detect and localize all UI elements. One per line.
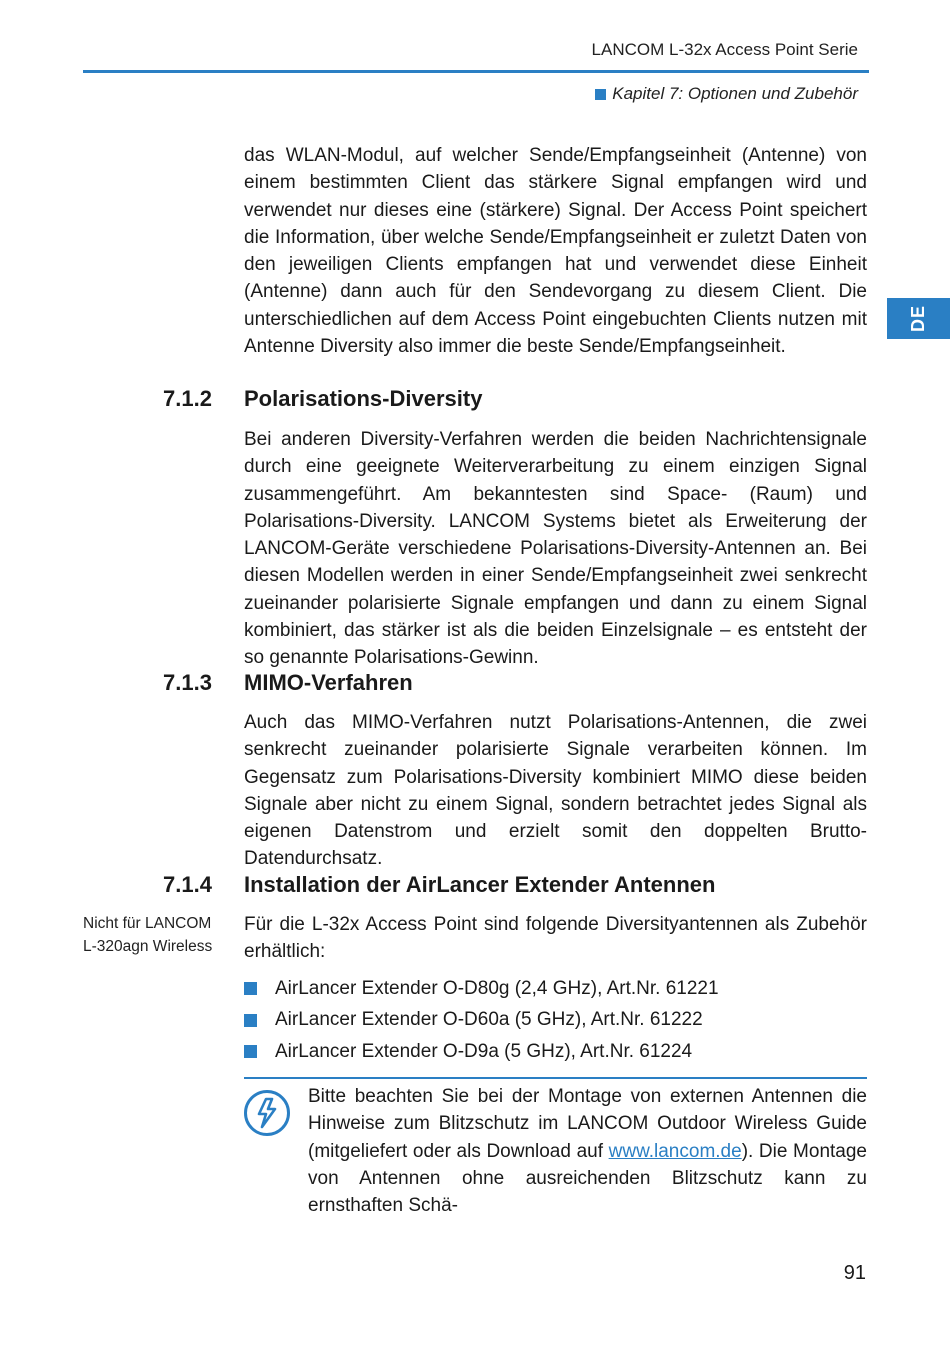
language-tab[interactable] xyxy=(887,298,950,339)
section-text: Bei anderen Diversity-Verfahren werden die beiden Nachrichtensignale durch eine geeignete Weiterverarbeitung zu einem einzigen Signal zusammengeführt. Am bekanntesten sind Space- (Raum) und Polarisations-Diversity. LANCOM Systems bietet als Erweiterung der LANCOM-Geräte verschiedene Polarisations-Diversity-Antennen an. Bei diesen Modellen werden in einer Sende/Empfangseinheit zwei senkrecht zueinander polarisierte Signale empfangen und dann zu einem Signal kombiniert, das stärker ist als die beiden Einzelsignale – es entsteht der so genannte Polarisations-Gewinn. xyxy=(244,429,867,669)
antenna-list xyxy=(244,973,719,1068)
chapter-label xyxy=(595,84,858,104)
section-paragraph xyxy=(244,911,867,966)
section-paragraph xyxy=(244,709,867,873)
language-tab-label: DE xyxy=(907,304,928,333)
note-text-before: Bitte beachten Sie bei der Montage von externen Antennen die Hinweise zum Blitzschutz im LANCOM Outdoor Wireless Guide (mitgeliefert oder als Download auf xyxy=(308,1086,867,1162)
margin-note-line: Nicht für LANCOM xyxy=(83,915,212,932)
chapter-square-icon xyxy=(595,89,606,100)
section-number: 7.1.4 xyxy=(163,872,212,897)
header-rule xyxy=(83,70,869,73)
list-item xyxy=(244,973,719,1005)
list-item xyxy=(244,1036,719,1068)
bullet-square-icon xyxy=(244,982,257,995)
margin-note xyxy=(83,912,233,958)
note-text-after: ). Die Montage von Antennen ohne ausreichenden Blitzschutz kann zu ernsthaften Schä- xyxy=(308,1140,867,1217)
lancom-link[interactable]: www.lancom.de xyxy=(608,1140,742,1162)
intro-text: das WLAN-Modul, auf welcher Sende/Empfangseinheit (Antenne) von einem bestimmten Client das stärkere Signal empfangen wird und verwendet nur dieses eine (stärkere) Signal. Der Access Point speichert die Information, über welche Sende/Empfangseinheit er zuletzt Daten von den jeweiligen Clients empfangen hat und verwendet diese Einheit (Antenne) dann auch für den Sendevorgang zu diesem Client. Die unterschiedlichen auf dem Access Point eingebuchten Clients nutzen mit Antenne Diversity also immer die beste Sende/Empfangseinheit. xyxy=(244,145,867,358)
list-item xyxy=(244,1005,719,1037)
margin-note-line: L-320agn Wireless xyxy=(83,938,213,955)
page-number: 91 xyxy=(843,1262,866,1284)
section-paragraph xyxy=(244,426,867,672)
list-item-text: AirLancer Extender O-D9a (5 GHz), Art.Nr. 61224 xyxy=(275,1040,693,1062)
section-title: Installation der AirLancer Extender Antennen xyxy=(244,872,716,897)
bullet-square-icon xyxy=(244,1014,257,1027)
section-number: 7.1.3 xyxy=(163,670,212,695)
section-number: 7.1.2 xyxy=(163,386,212,411)
lightning-note xyxy=(308,1083,867,1219)
section-text: Für die L-32x Access Point sind folgende Diversityantennen als Zubehör erhältlich: xyxy=(244,914,867,963)
note-rule xyxy=(244,1077,867,1079)
section-title: Polarisations-Diversity xyxy=(244,386,483,411)
list-item-text: AirLancer Extender O-D60a (5 GHz), Art.Nr. 61222 xyxy=(275,1009,703,1031)
bullet-square-icon xyxy=(244,1045,257,1058)
section-title: MIMO-Verfahren xyxy=(244,670,413,695)
intro-paragraph xyxy=(244,142,867,360)
lightning-icon xyxy=(244,1090,290,1136)
header-title: LANCOM L-32x Access Point Serie xyxy=(591,40,858,59)
chapter-text: Kapitel 7: Optionen und Zubehör xyxy=(612,84,858,103)
list-item-text: AirLancer Extender O-D80g (2,4 GHz), Art.Nr. 61221 xyxy=(275,977,719,999)
section-text: Auch das MIMO-Verfahren nutzt Polarisations-Antennen, die zwei senkrecht zueinander polarisierte Signale verarbeiten können. Im Gegensatz zum Polarisations-Diversity kombiniert MIMO diese beiden Signale aber nicht zu einem Signal, sondern betrachtet jedes Signal als eigenen Datenstrom und erzielt somit den doppelten Brutto-Datendurchsatz. xyxy=(244,712,867,870)
